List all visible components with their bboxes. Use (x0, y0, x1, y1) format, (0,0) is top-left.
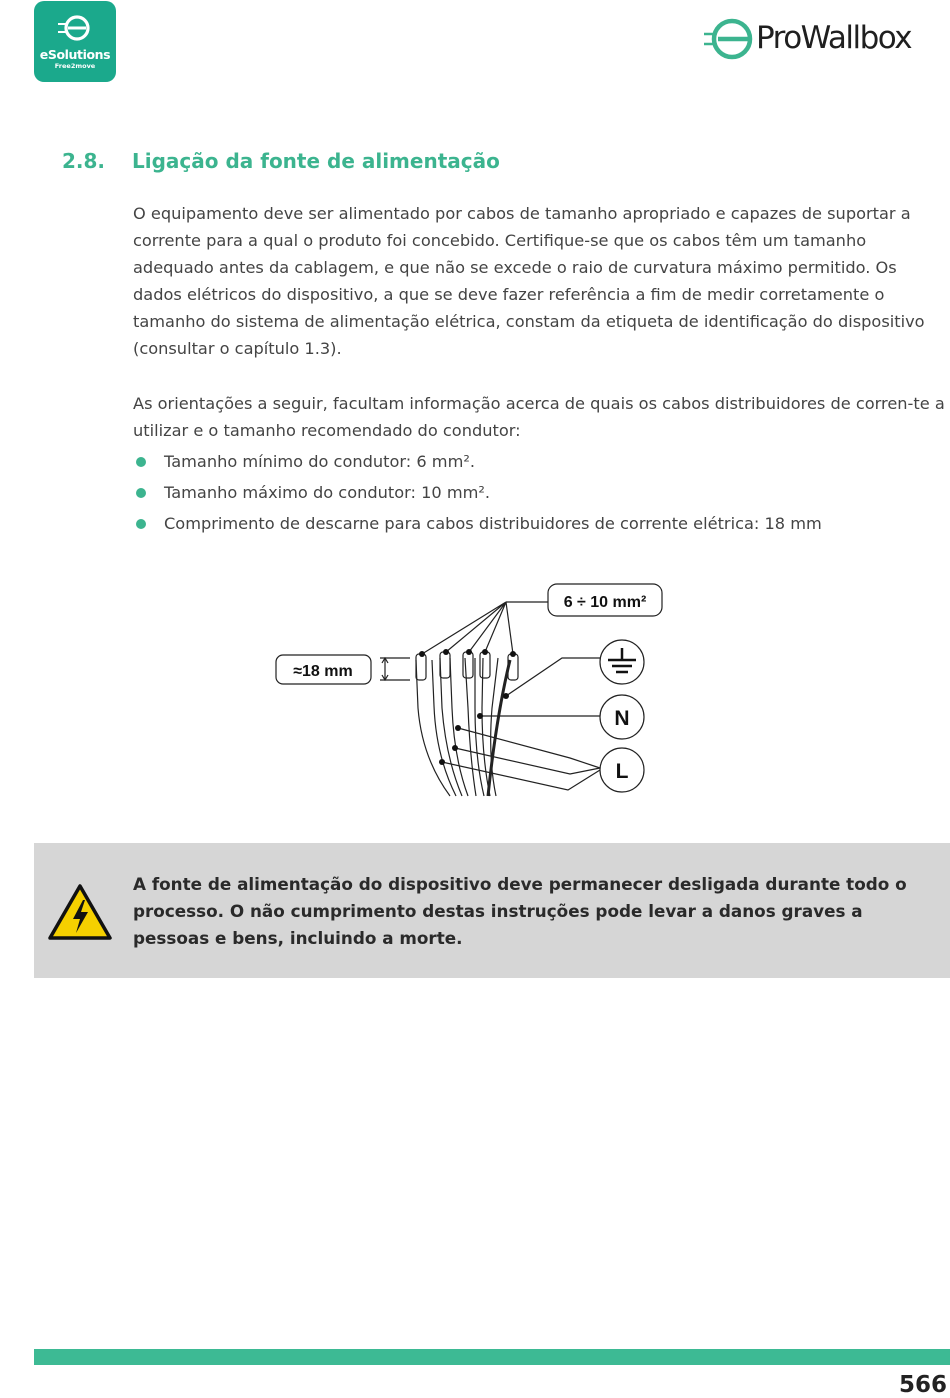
list-item-text: Comprimento de descarne para cabos distribuidores de corrente elétrica: 18 mm (164, 514, 822, 533)
section-heading (62, 149, 500, 173)
warning-box (34, 843, 950, 978)
paragraph: O equipamento deve ser alimentado por cabos de tamanho apropriado e capazes de suportar a corrente para a qual o produto foi concebido. Certifique-se que os cabos têm um tamanho adequado antes da cablagem, e que não se excede o raio de curvatura máximo permitido. Os dados elétricos do dispositivo, a que se deve fazer referência a fim de medir corretamente o tamanho do sistema de alimentação elétrica, constam da etiqueta de identificação do dispositivo (consultar o capítulo 1.3). (133, 204, 925, 358)
strip-length-label: ≈18 mm (293, 663, 353, 680)
stripped-tip (480, 652, 490, 678)
bullet-icon (136, 457, 146, 467)
list-item-text: Tamanho mínimo do condutor: 6 mm². (164, 452, 475, 471)
e-plug-logo-icon (58, 11, 92, 45)
list-item (133, 479, 945, 510)
electrical-hazard-icon (47, 883, 113, 941)
bullet-list (133, 448, 945, 541)
prowallbox-logo (702, 14, 950, 64)
list-item (133, 510, 945, 541)
page-number: 566 (898, 1372, 947, 1398)
logo-wordmark: ProWallbox (756, 20, 912, 56)
section-number: 2.8. (62, 149, 106, 173)
paragraph: As orientações a seguir, facultam informação acerca de quais os cabos distribuidores de corren-te a utilizar e o tamanho recomendado do condutor: (133, 394, 945, 440)
section-title: Ligação da fonte de alimentação (132, 149, 500, 173)
cable (465, 658, 476, 796)
neutral-label: N (614, 707, 630, 730)
stripped-tip (416, 654, 426, 680)
logo-sub-text: Free2move (54, 62, 96, 70)
ground-icon (600, 640, 644, 684)
list-item (133, 448, 945, 479)
footer-bar (34, 1349, 950, 1365)
list-item-text: Tamanho máximo do condutor: 10 mm². (164, 483, 491, 502)
e-plug-logo-icon (702, 14, 758, 64)
esolutions-logo (34, 1, 116, 82)
bullet-icon (136, 519, 146, 529)
line-label: L (615, 760, 629, 783)
cable-wiring-diagram (270, 578, 670, 808)
warning-text: A fonte de alimentação do dispositivo deve permanecer desligada durante todo o processo. O não cumprimento destas instruções pode levar a danos graves a pessoas e bens, incluindo a morte. (133, 874, 907, 948)
stripped-tip (440, 652, 450, 678)
section-size-label: 6 ÷ 10 mm² (563, 594, 647, 611)
logo-brand-text: eSolutions (39, 47, 111, 62)
stripped-tip (463, 652, 473, 678)
bullet-icon (136, 488, 146, 498)
